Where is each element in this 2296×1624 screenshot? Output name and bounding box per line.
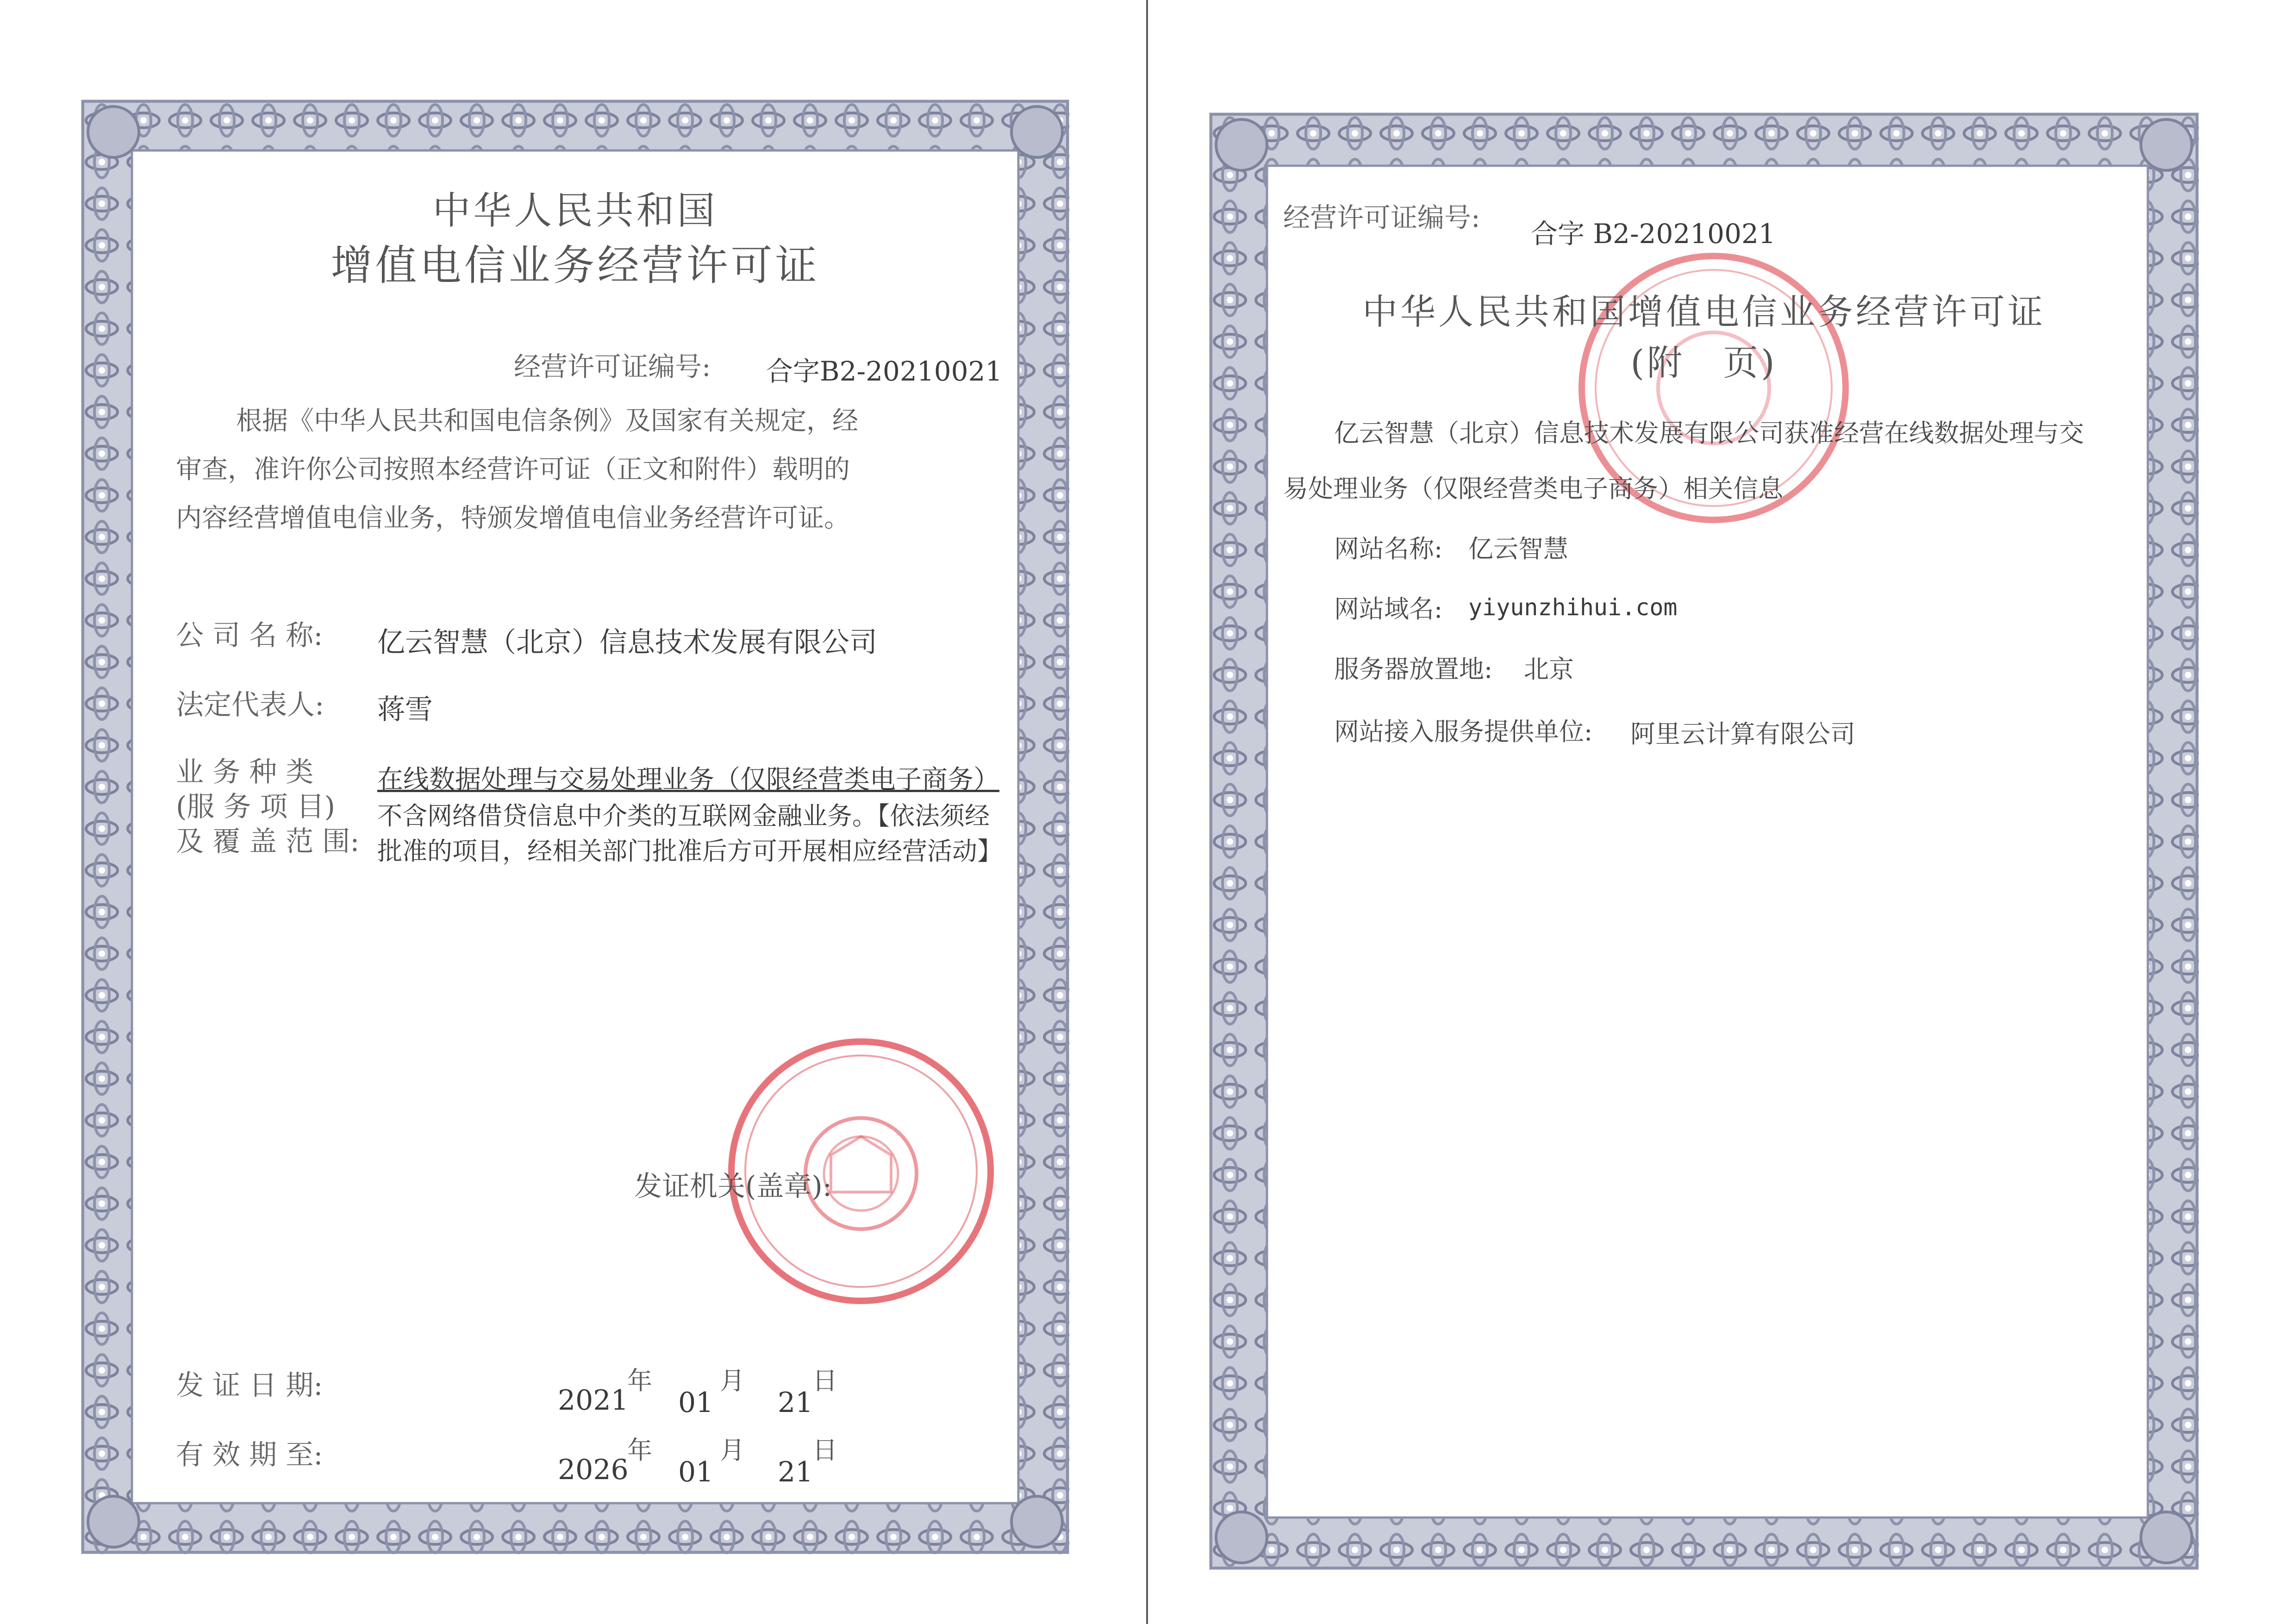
legal-rep-label: 法定代表人:	[176, 689, 324, 721]
issuer-label: 发证机关(盖章):	[634, 1170, 832, 1203]
access-provider-value: 阿里云计算有限公司	[1630, 719, 1855, 749]
valid-day-unit: 日	[812, 1436, 837, 1465]
license-number-label: 经营许可证编号:	[1283, 202, 1480, 233]
license-number-value: 合字B2-20210021	[766, 356, 1003, 387]
valid-year-unit: 年	[627, 1436, 652, 1465]
issue-month-unit: 月	[720, 1366, 745, 1395]
site-name-label: 网站名称:	[1334, 534, 1443, 563]
company-name-label: 公 司 名 称:	[176, 619, 323, 652]
valid-year: 2026	[558, 1454, 629, 1486]
issue-date-label: 发 证 日 期:	[176, 1369, 323, 1402]
valid-month: 01	[678, 1456, 714, 1488]
legal-rep-value: 蒋雪	[377, 693, 433, 726]
annex-intro-line-2: 易处理业务（仅限经营类电子商务）相关信息	[1283, 474, 1783, 503]
issue-year-unit: 年	[627, 1366, 652, 1395]
scope-label-1: 业 务 种 类	[176, 756, 314, 788]
annex-intro-line-1: 亿云智慧（北京）信息技术发展有限公司获准经营在线数据处理与交	[1334, 418, 2084, 448]
intro-line-1: 根据《中华人民共和国电信条例》及国家有关规定，经	[236, 406, 858, 436]
license-annex-page	[1209, 112, 2199, 1570]
valid-until-label: 有 效 期 至:	[176, 1439, 323, 1471]
intro-line-2: 审查，准许你公司按照本经营许可证（正文和附件）载明的	[176, 455, 850, 485]
site-name-value: 亿云智慧	[1468, 534, 1568, 563]
site-domain-label: 网站域名:	[1334, 594, 1443, 624]
title-line-1: 中华人民共和国	[432, 189, 718, 233]
scope-label-2: (服 务 项 目)	[176, 791, 336, 823]
license-number-label: 经营许可证编号:	[514, 351, 711, 382]
valid-day: 21	[778, 1456, 813, 1488]
annex-title-line-1: 中华人民共和国增值电信业务经营许可证	[1362, 291, 2046, 332]
license-main-page	[81, 100, 1069, 1554]
issue-day: 21	[778, 1387, 813, 1419]
issue-month: 01	[678, 1387, 714, 1419]
issue-day-unit: 日	[812, 1366, 837, 1395]
annex-title-line-2: (附 页)	[1630, 342, 1778, 383]
title-line-2: 增值电信业务经营许可证	[331, 241, 820, 290]
access-provider-label: 网站接入服务提供单位:	[1334, 717, 1593, 746]
scope-line-1: 在线数据处理与交易处理业务（仅限经营类电子商务）	[377, 765, 999, 795]
site-domain-value: yiyunzhihui.com	[1468, 594, 1678, 621]
server-location-value: 北京	[1524, 655, 1574, 684]
server-location-label: 服务器放置地:	[1334, 655, 1493, 684]
scope-line-2: 不含网络借贷信息中介类的互联网金融业务。【依法须经批准的项目，经相关部门批准后方可开展相应经营活动】	[377, 801, 1002, 866]
issue-year: 2021	[558, 1384, 629, 1417]
intro-line-3: 内容经营增值电信业务，特颁发增值电信业务经营许可证。	[176, 503, 850, 533]
page-divider	[1146, 0, 1148, 1624]
scope-label-3: 及 覆 盖 范 围:	[176, 825, 360, 858]
valid-month-unit: 月	[720, 1436, 745, 1465]
company-name-value: 亿云智慧（北京）信息技术发展有限公司	[377, 626, 877, 659]
license-number-value: 合字 B2-20210021	[1531, 218, 1776, 250]
